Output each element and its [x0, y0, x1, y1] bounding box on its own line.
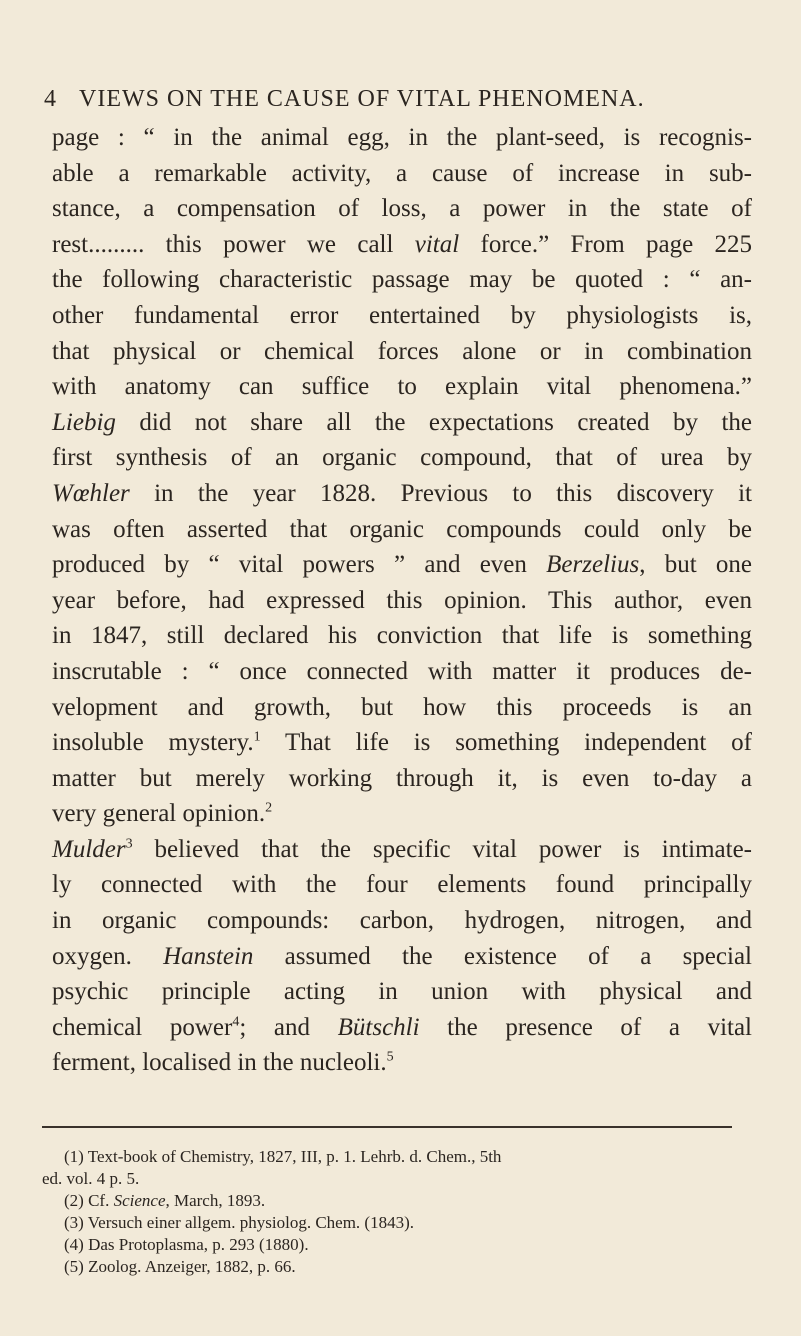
text-segment: ly connected with the four elements found principally	[52, 871, 752, 899]
text-line	[52, 867, 752, 903]
text-segment: chemical power	[52, 1013, 233, 1041]
text-line	[52, 191, 752, 227]
page-number: 4	[44, 86, 57, 112]
body-text	[52, 120, 752, 1081]
text-segment: that physical or chemical forces alone or in combination	[52, 337, 752, 365]
text-segment: in 1847, still declared his conviction that life is something	[52, 622, 752, 650]
italic-text: Science	[113, 1191, 166, 1210]
text-line	[52, 262, 752, 298]
text-segment: matter but merely working through it, is even to-day a	[52, 764, 752, 792]
text-segment: , but one	[639, 551, 752, 579]
italic-text: vital	[414, 230, 460, 258]
text-segment: the following characteristic passage may be quoted : “ an-	[52, 266, 752, 294]
footnote	[52, 1146, 742, 1168]
text-line	[52, 369, 752, 405]
italic-text: Berzelius	[546, 551, 640, 579]
text-line	[52, 939, 752, 975]
text-segment: with anatomy can suffice to explain vital phenomena.”	[52, 373, 752, 401]
footnote	[52, 1256, 742, 1278]
text-line	[52, 512, 752, 548]
text-line	[52, 618, 752, 654]
text-line	[52, 1010, 752, 1046]
text-line	[52, 761, 752, 797]
text-segment: inscrutable : “ once connected with matter it produces de-	[52, 657, 752, 685]
text-line	[52, 120, 752, 156]
text-line	[52, 583, 752, 619]
text-segment: first synthesis of an organic compound, that of urea by	[52, 444, 752, 472]
text-segment: ; and	[239, 1013, 338, 1041]
footnote	[52, 1190, 742, 1212]
text-segment: ferment, localised in the nucleoli.	[52, 1049, 387, 1077]
text-line	[52, 903, 752, 939]
text-segment: was often asserted that organic compounds could only be	[52, 515, 752, 543]
text-segment: velopment and growth, but how this proceeds is an	[52, 693, 752, 721]
text-line	[52, 547, 752, 583]
text-segment: produced by “ vital powers ” and even	[52, 551, 547, 579]
text-segment: (3) Versuch einer allgem. physiolog. Chem. (1843).	[64, 1213, 415, 1232]
footnote-reference: 5	[386, 1050, 394, 1066]
text-segment: very general opinion.	[52, 800, 266, 828]
text-segment: ed. vol. 4 p. 5.	[42, 1169, 140, 1188]
text-segment: (5) Zoolog. Anzeiger, 1882, p. 66.	[64, 1257, 296, 1276]
footnotes	[42, 1146, 742, 1278]
text-line	[52, 334, 752, 370]
text-segment: , March, 1893.	[165, 1191, 266, 1210]
text-line	[52, 476, 752, 512]
footnote-reference: 2	[265, 800, 273, 816]
italic-text: Mulder	[52, 835, 126, 863]
text-line	[52, 298, 752, 334]
italic-text: Wœhler	[52, 479, 130, 507]
text-segment: (4) Das Protoplasma, p. 293 (1880).	[64, 1235, 309, 1254]
running-header	[44, 86, 764, 113]
footnote-divider	[42, 1126, 732, 1128]
text-line	[52, 974, 752, 1010]
text-segment: stance, a compensation of loss, a power in the state of	[52, 195, 752, 223]
text-segment: did not share all the expectations created by the	[115, 408, 752, 436]
text-line	[52, 654, 752, 690]
text-segment: the presence of a vital	[419, 1013, 753, 1041]
text-line	[52, 1045, 752, 1081]
text-segment: in organic compounds: carbon, hydrogen, nitrogen, and	[52, 907, 752, 935]
text-line	[52, 405, 752, 441]
text-segment: That life is something independent of	[260, 729, 752, 757]
italic-text: Liebig	[52, 408, 116, 436]
text-line	[52, 832, 752, 868]
text-segment: believed that the specific vital power is intimate-	[132, 835, 752, 863]
text-segment: rest......... this power we call	[52, 230, 415, 258]
text-line	[52, 440, 752, 476]
text-segment: page : “ in the animal egg, in the plant-seed, is recognis-	[52, 124, 752, 151]
footnote	[42, 1168, 742, 1190]
text-line	[52, 156, 752, 192]
text-segment: year before, had expressed this opinion. This author, even	[52, 586, 752, 614]
text-segment: (1) Text-book of Chemistry, 1827, III, p. 1. Lehrb. d. Chem., 5th	[64, 1147, 502, 1166]
italic-text: Bütschli	[337, 1013, 420, 1041]
text-segment: assumed the existence of a special	[253, 942, 752, 970]
running-title: VIEWS ON THE CAUSE OF VITAL PHENOMENA.	[79, 86, 645, 112]
text-segment: in the year 1828. Previous to this discovery it	[129, 479, 752, 507]
text-segment: insoluble mystery.	[52, 729, 254, 757]
text-line	[52, 725, 752, 761]
text-segment: (2) Cf.	[64, 1191, 114, 1210]
footnote-reference: 4	[232, 1014, 240, 1030]
text-segment: force.” From page 225	[459, 230, 752, 258]
text-line	[52, 796, 752, 832]
footnote-reference: 3	[125, 836, 133, 852]
text-segment: psychic principle acting in union with physical and	[52, 978, 752, 1006]
text-segment: oxygen.	[52, 942, 164, 970]
footnote-reference: 1	[253, 729, 261, 745]
text-line	[52, 690, 752, 726]
text-segment: other fundamental error entertained by physiologists is,	[52, 301, 752, 329]
footnote	[52, 1212, 742, 1234]
italic-text: Hanstein	[163, 942, 254, 970]
text-segment: able a remarkable activity, a cause of increase in sub-	[52, 159, 752, 187]
text-line	[52, 227, 752, 263]
footnote	[52, 1234, 742, 1256]
